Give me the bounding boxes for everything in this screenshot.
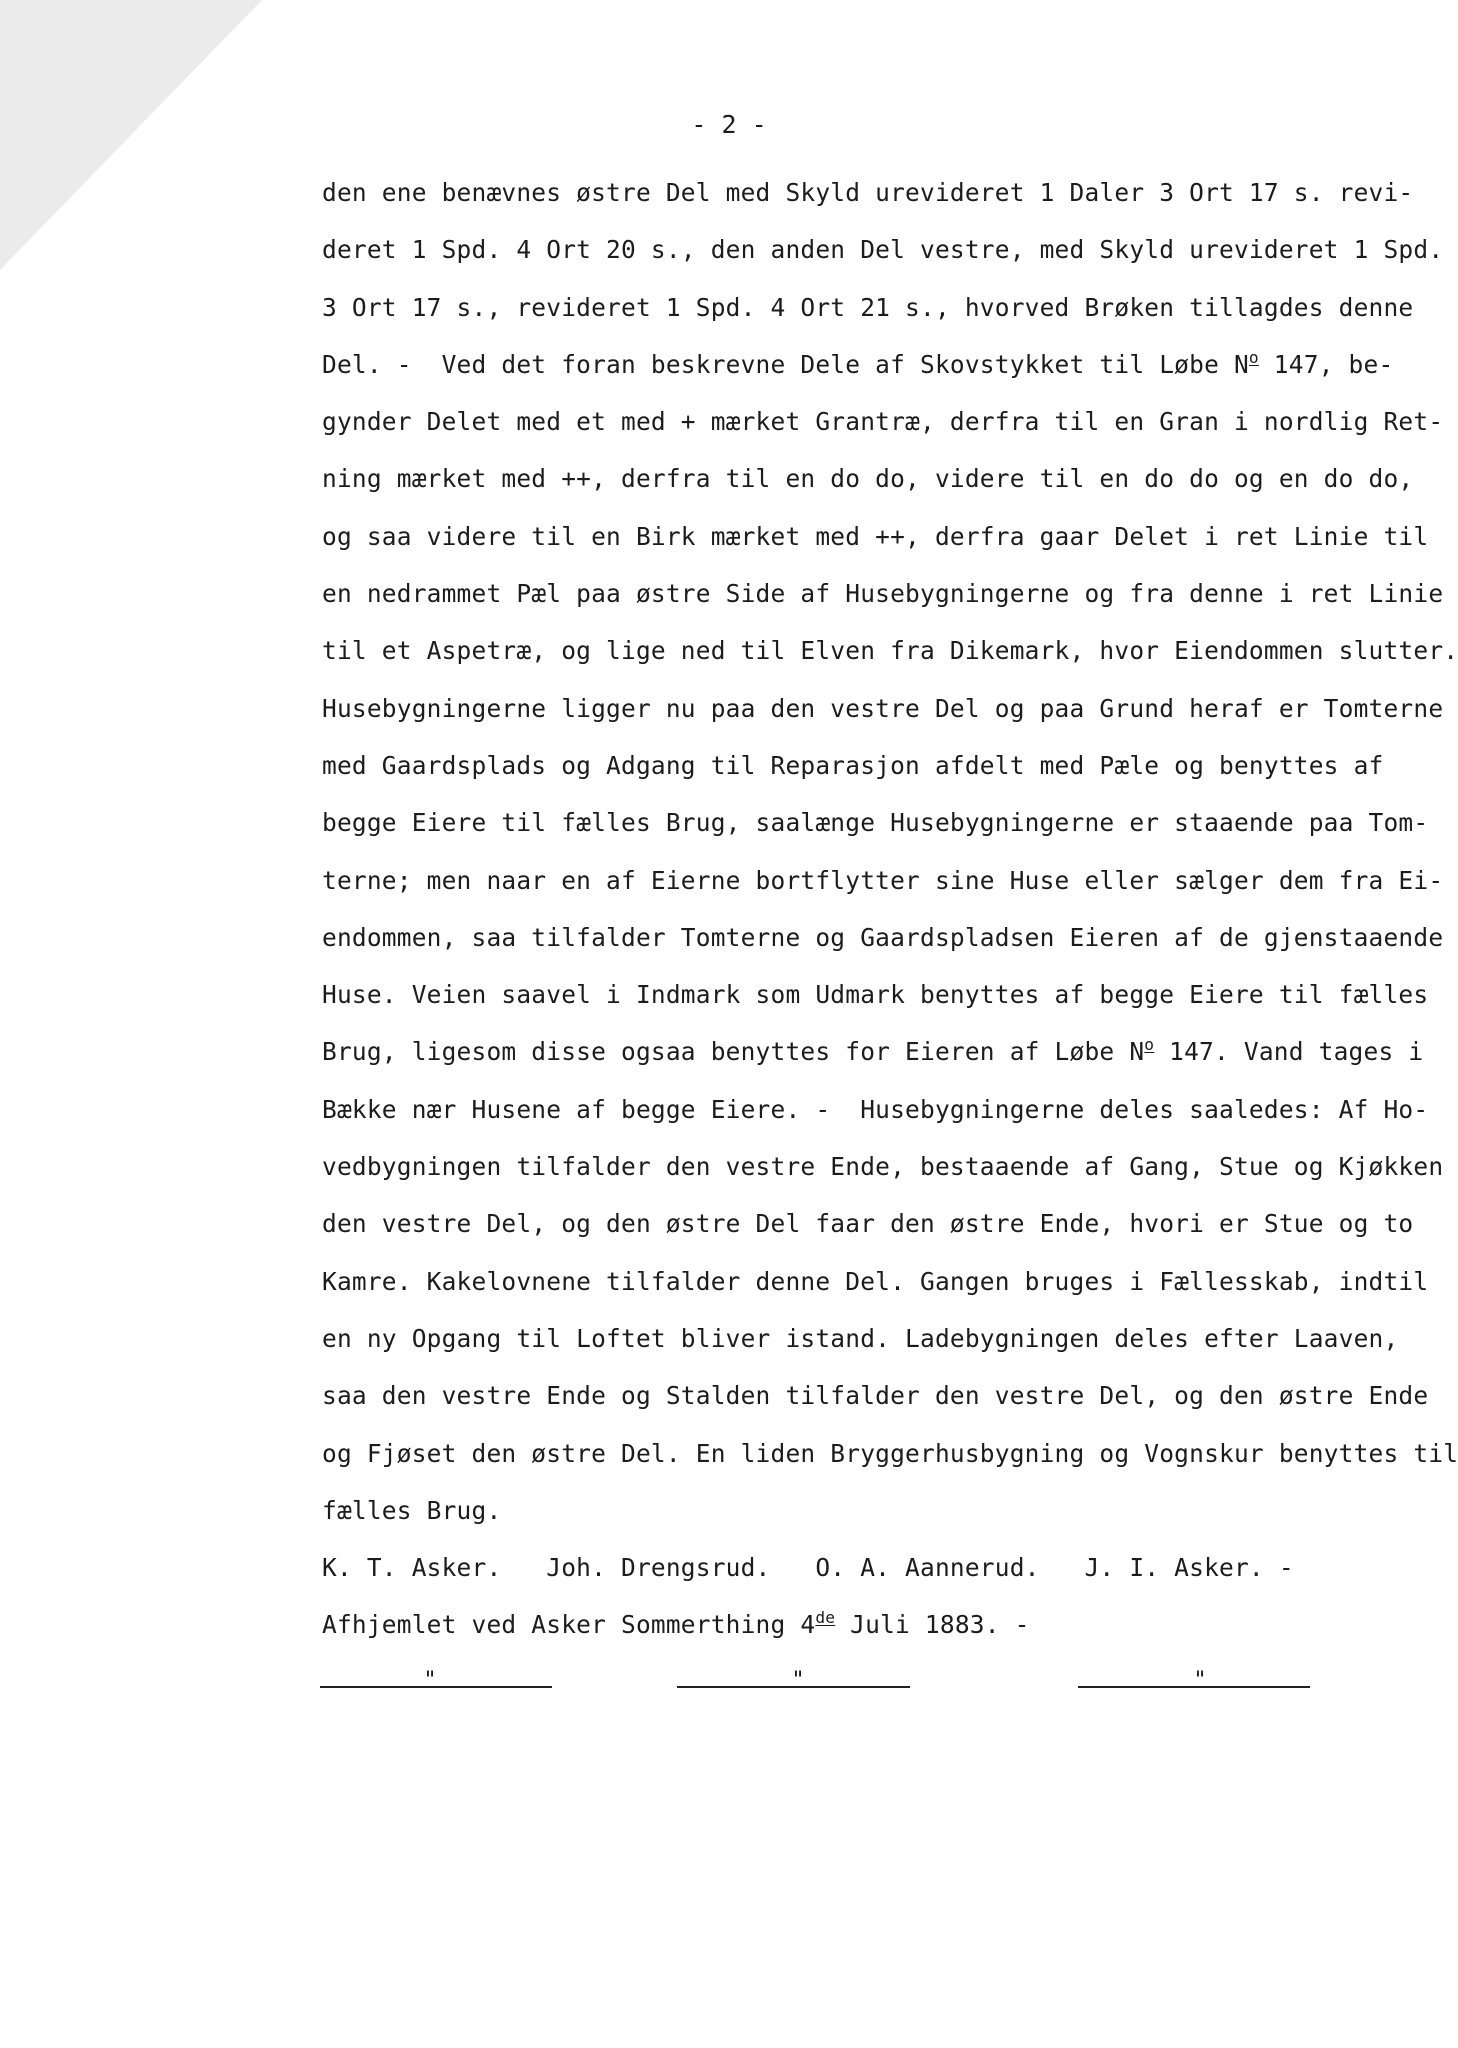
text-line: deret 1 Spd. 4 Ort 20 s., den anden Del vestre, med Skyld urevideret 1 Spd. [322, 235, 1444, 265]
superscript-numero: o [1248, 347, 1259, 367]
superscript-date: de [815, 1608, 836, 1628]
text-line: en nedrammet Pæl paa østre Side af Husebygningerne og fra denne i ret Linie [322, 579, 1444, 609]
text-line-tail: 147, be- [1258, 349, 1394, 379]
text-line: og saa videre til en Birk mærket med ++, derfra gaar Delet i ret Linie til [322, 521, 1429, 551]
document-body [322, 164, 1458, 1654]
signatures-line: K. T. Asker. Joh. Drengsrud. O. A. Aannerud. J. I. Asker. - [322, 1553, 1294, 1583]
text-line-main: Brug, ligesom disse ogsaa benyttes for Eieren af Løbe N [322, 1037, 1145, 1067]
ditto-mark: " [1193, 1668, 1207, 1693]
text-line: den vestre Del, og den østre Del faar den østre Ende, hvori er Stue og to [322, 1209, 1414, 1239]
text-line: Husebygningerne ligger nu paa den vestre Del og paa Grund heraf er Tomterne [322, 693, 1444, 723]
text-line: med Gaardsplads og Adgang til Reparasjon afdelt med Pæle og benyttes af [322, 750, 1384, 780]
text-line-tail: Juli 1883. - [835, 1610, 1030, 1640]
text-line: vedbygningen tilfalder den vestre Ende, bestaaende af Gang, Stue og Kjøkken [322, 1152, 1444, 1182]
text-line [322, 336, 1412, 393]
text-line: terne; men naar en af Eierne bortflytter sine Huse eller sælger dem fra Ei- [322, 865, 1444, 895]
ditto-mark: " [423, 1668, 437, 1693]
text-line: saa den vestre Ende og Stalden tilfalder den vestre Del, og den østre Ende [322, 1381, 1429, 1411]
text-line: til et Aspetræ, og lige ned til Elven fra Dikemark, hvor Eiendommen slutter. [322, 636, 1458, 666]
text-line: og Fjøset den østre Del. En liden Bryggerhusbygning og Vognskur benyttes til [322, 1438, 1458, 1468]
text-line: Huse. Veien saavel i Indmark som Udmark benyttes af begge Eiere til fælles [322, 980, 1429, 1010]
text-line: endommen, saa tilfalder Tomterne og Gaardspladsen Eieren af de gjenstaaende [322, 922, 1444, 952]
text-line-tail: 147. Vand tages i [1154, 1037, 1424, 1067]
text-line [322, 1596, 1412, 1653]
text-line: begge Eiere til fælles Brug, saalænge Husebygningerne er staaende paa Tom- [322, 808, 1429, 838]
text-line-main: Afhjemlet ved Asker Sommerthing 4 [322, 1610, 816, 1640]
text-line-main: Del. - Ved det foran beskrevne Dele af Skovstykket til Løbe N [322, 349, 1249, 379]
text-line: ning mærket med ++, derfra til en do do, videre til en do do og en do do, [322, 464, 1414, 494]
ditto-mark: " [791, 1668, 805, 1693]
text-line: gynder Delet med et med + mærket Grantræ, derfra til en Gran i nordlig Ret- [322, 407, 1444, 437]
superscript-numero: o [1144, 1035, 1155, 1055]
text-line: Bække nær Husene af begge Eiere. - Husebygningerne deles saaledes: Af Ho- [322, 1094, 1429, 1124]
text-line: 3 Ort 17 s., revideret 1 Spd. 4 Ort 21 s., hvorved Brøken tillagdes denne [322, 292, 1414, 322]
text-line [322, 1023, 1424, 1080]
text-line: Kamre. Kakelovnene tilfalder denne Del. Gangen bruges i Fællesskab, indtil [322, 1266, 1429, 1296]
text-line: fælles Brug. [322, 1495, 502, 1525]
page-number: - 2 - [691, 110, 767, 139]
text-line: en ny Opgang til Loftet bliver istand. Ladebygningen deles efter Laaven, [322, 1323, 1399, 1353]
text-line: den ene benævnes østre Del med Skyld urevideret 1 Daler 3 Ort 17 s. revi- [322, 178, 1414, 207]
